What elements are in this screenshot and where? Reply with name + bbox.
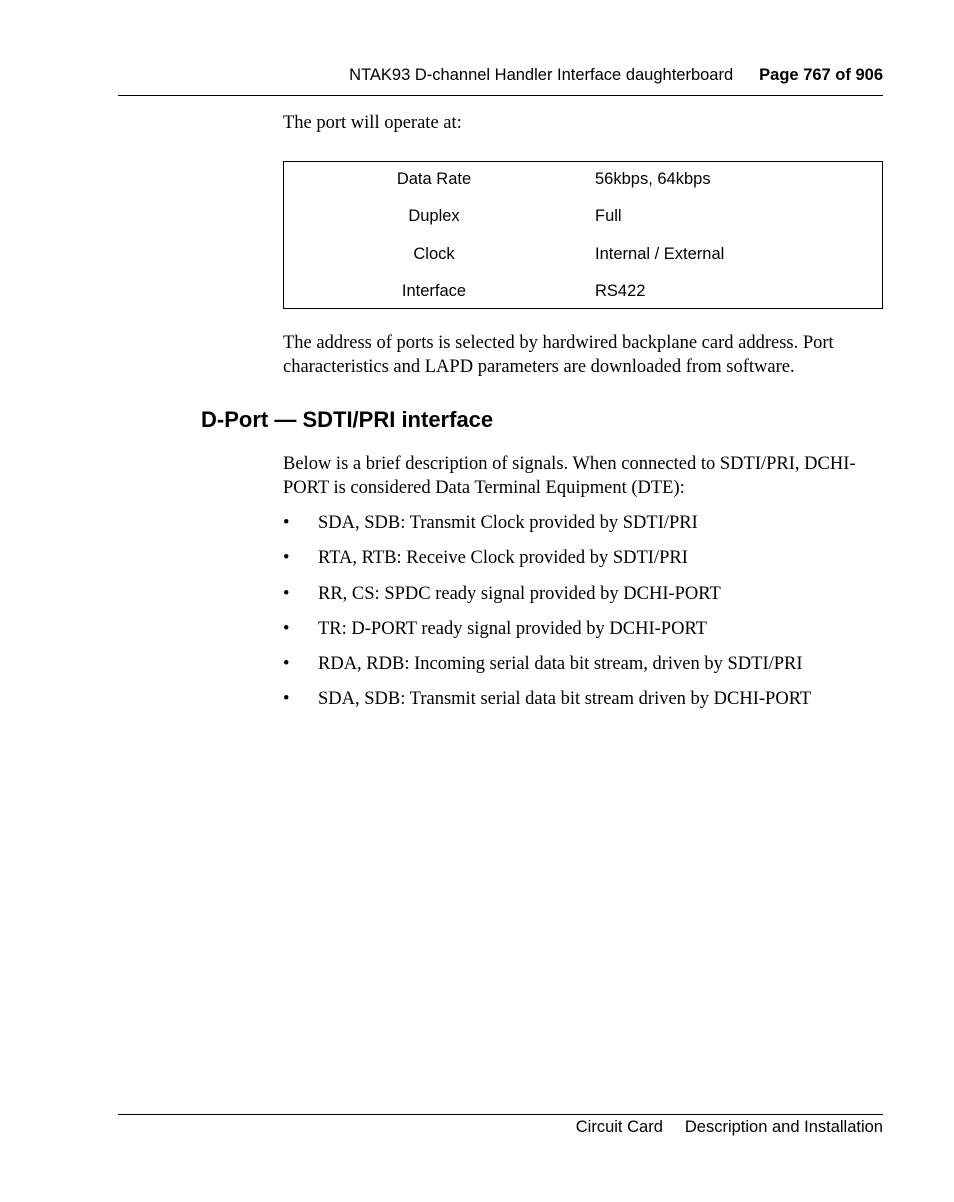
address-paragraph: The address of ports is selected by hardwired backplane card address. Port characteristics and LAPD parameters are downloaded from software. [283, 333, 834, 377]
bullet-icon: • [283, 618, 290, 639]
spec-label: Duplex [408, 207, 460, 225]
list-item-text: TR: D-PORT ready signal provided by DCHI-PORT [318, 618, 707, 639]
spec-row-data-rate [284, 169, 882, 189]
spec-label: Clock [413, 245, 455, 263]
page-header [349, 66, 883, 85]
spec-value: Internal / External [595, 245, 725, 263]
spec-value: 56kbps, 64kbps [595, 170, 711, 188]
header-rule [118, 95, 883, 96]
list-item-text: RTA, RTB: Receive Clock provided by SDTI/PRI [318, 548, 688, 569]
signals-intro-paragraph: Below is a brief description of signals. When connected to SDTI/PRI, DCHI-PORT is considered Data Terminal Equipment (DTE): [283, 454, 856, 498]
bullet-icon: • [283, 548, 290, 569]
spec-value: RS422 [595, 282, 646, 300]
document-title: NTAK93 D-channel Handler Interface daughterboard [349, 66, 734, 84]
list-item-text: RDA, RDB: Incoming serial data bit stream, driven by SDTI/PRI [318, 654, 803, 675]
bullet-icon: • [283, 583, 290, 604]
spec-row-interface [284, 281, 882, 301]
intro-text: The port will operate at: [283, 113, 462, 133]
page-footer [576, 1118, 883, 1137]
list-item-text: RR, CS: SPDC ready signal provided by DCHI-PORT [318, 583, 721, 604]
footer-right-text: Description and Installation [684, 1118, 883, 1136]
port-spec-table [283, 161, 883, 309]
page-number: Page 767 of 906 [759, 66, 883, 84]
spec-value: Full [595, 207, 622, 225]
footer-rule [118, 1114, 883, 1115]
spec-label: Data Rate [396, 170, 472, 188]
spec-row-duplex [284, 206, 882, 226]
bullet-icon: • [283, 513, 290, 533]
spec-label: Interface [401, 282, 467, 300]
spec-row-clock [284, 244, 882, 264]
list-item-text: SDA, SDB: Transmit Clock provided by SDTI/PRI [318, 513, 698, 533]
bullet-icon: • [283, 654, 290, 675]
list-item-text: SDA, SDB: Transmit serial data bit stream driven by DCHI-PORT [318, 689, 812, 710]
footer-left-text: Circuit Card [575, 1118, 663, 1136]
bullet-icon: • [283, 689, 290, 710]
section-heading: D-Port — SDTI/PRI interface [201, 407, 494, 432]
